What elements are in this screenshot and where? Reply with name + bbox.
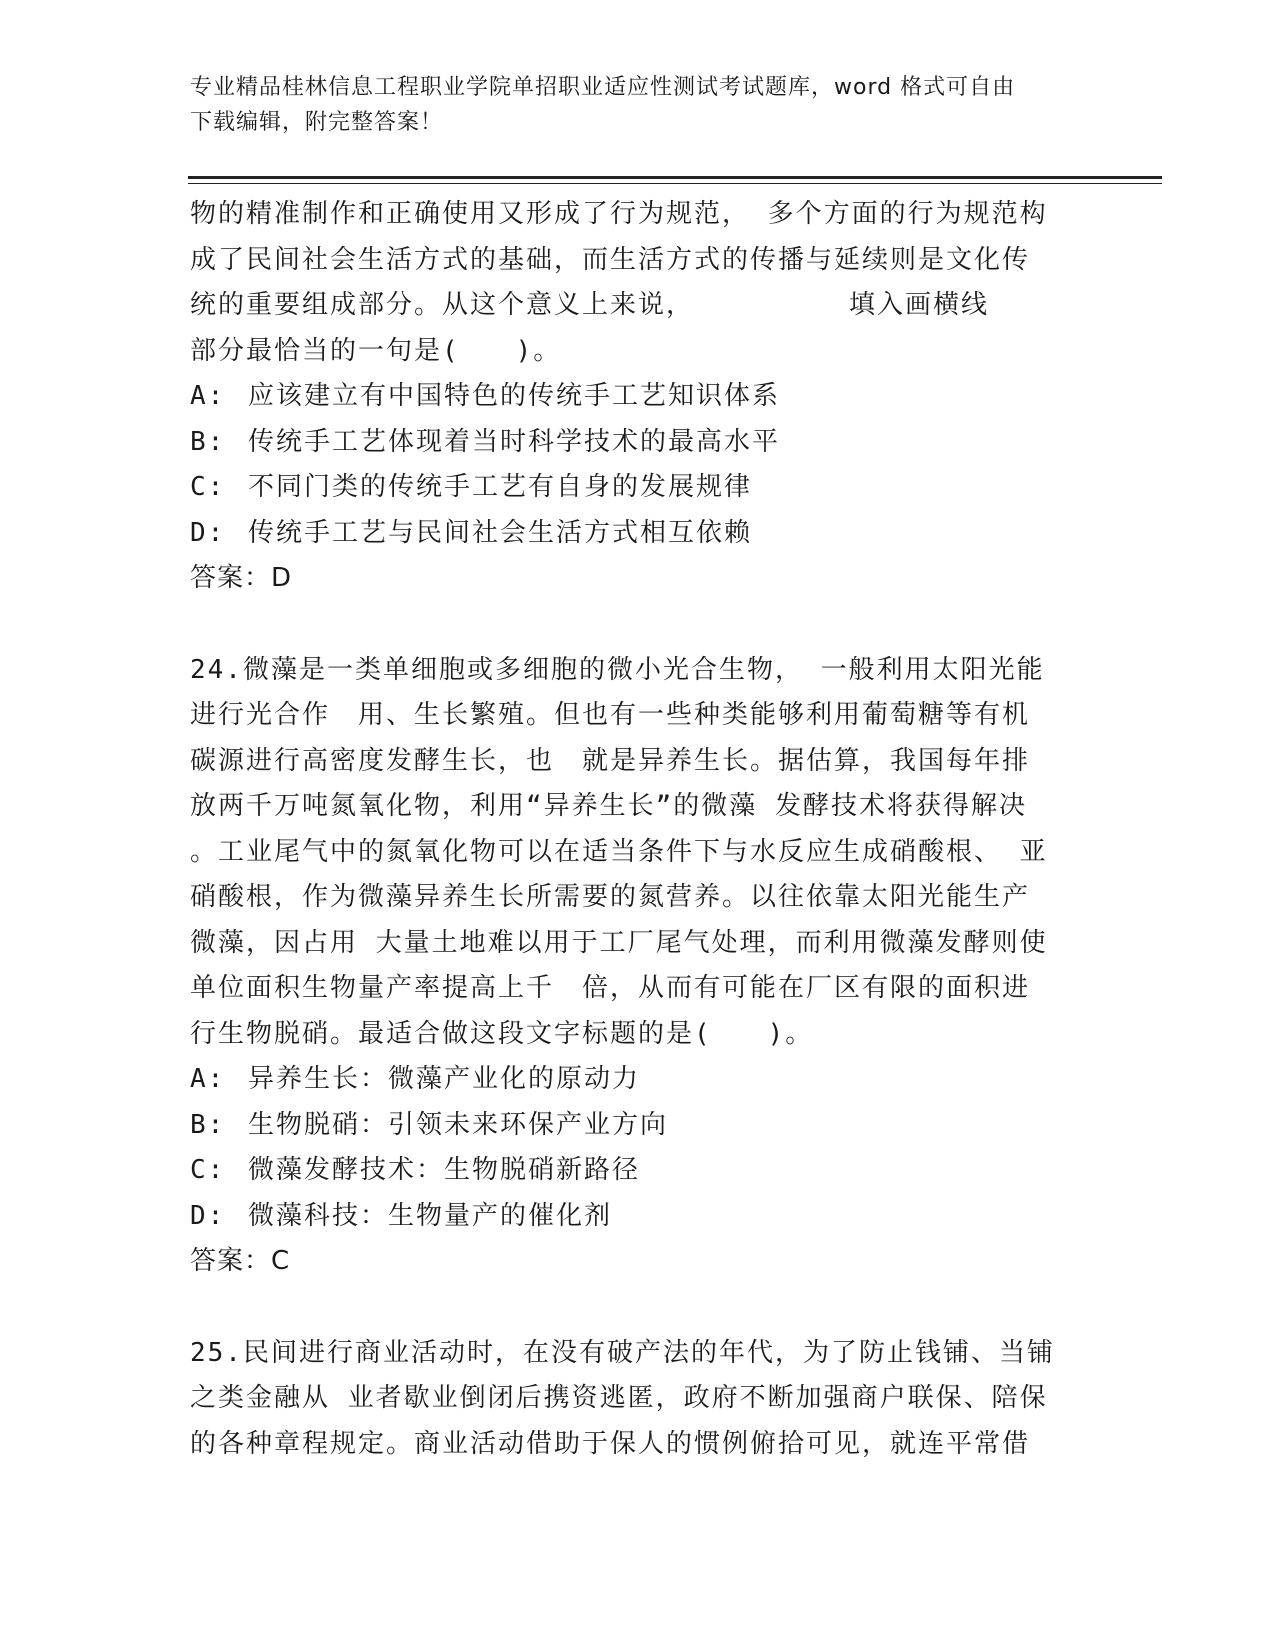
question-text-line: 放两千万吨氮氧化物，利用“异养生长”的微藻 发酵技术将获得解决 (190, 791, 1027, 821)
option-a (190, 1057, 1080, 1103)
option-text: 不同门类的传统手工艺有自身的发展规律 (248, 472, 753, 502)
option-text: 传统手工艺与民间社会生活方式相互依赖 (248, 517, 753, 548)
question-text-line: 微藻，因占用 大量土地难以用于工厂尾气处理，而利用微藻发酵则使 (190, 927, 1048, 958)
option-text: 应该建立有中国特色的传统手工艺知识体系 (248, 381, 781, 411)
question-24 (190, 648, 1080, 1285)
option-b (190, 420, 1080, 466)
option-letter: C: (190, 1155, 226, 1185)
document-body (190, 192, 1080, 1467)
question-text-line: 成了民间社会生活方式的基础，而生活方式的传播与延续则是文化传 (190, 244, 1031, 275)
question-text-line: 单位面积生物量产率提高上千 倍，从而有可能在厂区有限的面积进 (190, 973, 1031, 1003)
page-header (190, 70, 1060, 140)
question-23 (190, 192, 1080, 602)
question-text-line: 部分最恰当的一句是( )。 (190, 335, 562, 366)
option-text: 生物脱硝：引领未来环保产业方向 (248, 1109, 669, 1140)
option-d (190, 1194, 1080, 1240)
option-text: 传统手工艺体现着当时科学技术的最高水平 (248, 426, 781, 457)
option-letter: D: (190, 517, 226, 548)
question-text-line: 物的精准制作和正确使用又形成了行为规范， 多个方面的行为规范构 (190, 199, 1048, 229)
question-spacer (190, 1285, 1080, 1331)
option-c (190, 465, 1080, 511)
question-spacer (190, 602, 1080, 648)
question-text-line: 。工业尾气中的氮氧化物可以在适当条件下与水反应生成硝酸根、 亚 (190, 836, 1048, 867)
option-a (190, 374, 1080, 420)
answer-line: 答案：D (190, 563, 293, 593)
option-letter: B: (190, 426, 226, 457)
header-line-2: 下载编辑，附完整答案！ (190, 110, 444, 135)
option-d (190, 511, 1080, 557)
header-divider-thick (188, 176, 1162, 179)
option-text: 微藻发酵技术：生物脱硝新路径 (248, 1155, 641, 1185)
question-text-line: 统的重要组成部分。从这个意义上来说， 填入画横线 (190, 290, 990, 320)
question-text-line: 24.微藻是一类单细胞或多细胞的微小光合生物， 一般利用太阳光能 (190, 654, 1045, 685)
option-b (190, 1103, 1080, 1149)
question-text-line: 碳源进行高密度发酵生长，也 就是异养生长。据估算，我国每年排 (190, 745, 1031, 776)
question-text-line: 进行光合作 用、生长繁殖。但也有一些种类能够利用葡萄糖等有机 (190, 700, 1031, 730)
question-text-line: 的各种章程规定。商业活动借助于保人的惯例俯拾可见，就连平常借 (190, 1428, 1031, 1459)
option-letter: A: (190, 381, 226, 411)
option-text: 微藻科技：生物量产的催化剂 (248, 1200, 613, 1231)
header-divider-thin (188, 183, 1162, 184)
option-text: 异养生长：微藻产业化的原动力 (248, 1064, 641, 1094)
question-text-line: 硝酸根，作为微藻异养生长所需要的氮营养。以往依靠太阳光能生产 (190, 882, 1031, 912)
option-c (190, 1148, 1080, 1194)
header-line-1: 专业精品桂林信息工程职业学院单招职业适应性测试考试题库，word 格式可自由 (190, 75, 1016, 100)
option-letter: C: (190, 472, 226, 502)
option-letter: A: (190, 1064, 226, 1094)
option-letter: B: (190, 1109, 226, 1140)
question-text-line: 之类金融从 业者歇业倒闭后携资逃匿，政府不断加强商户联保、陪保 (190, 1383, 1048, 1413)
question-25 (190, 1331, 1080, 1468)
answer-line: 答案：C (190, 1246, 291, 1276)
option-letter: D: (190, 1200, 226, 1231)
question-text-line: 行生物脱硝。最适合做这段文字标题的是( )。 (190, 1018, 814, 1049)
question-text-line: 25.民间进行商业活动时，在没有破产法的年代，为了防止钱铺、当铺 (190, 1337, 1055, 1368)
